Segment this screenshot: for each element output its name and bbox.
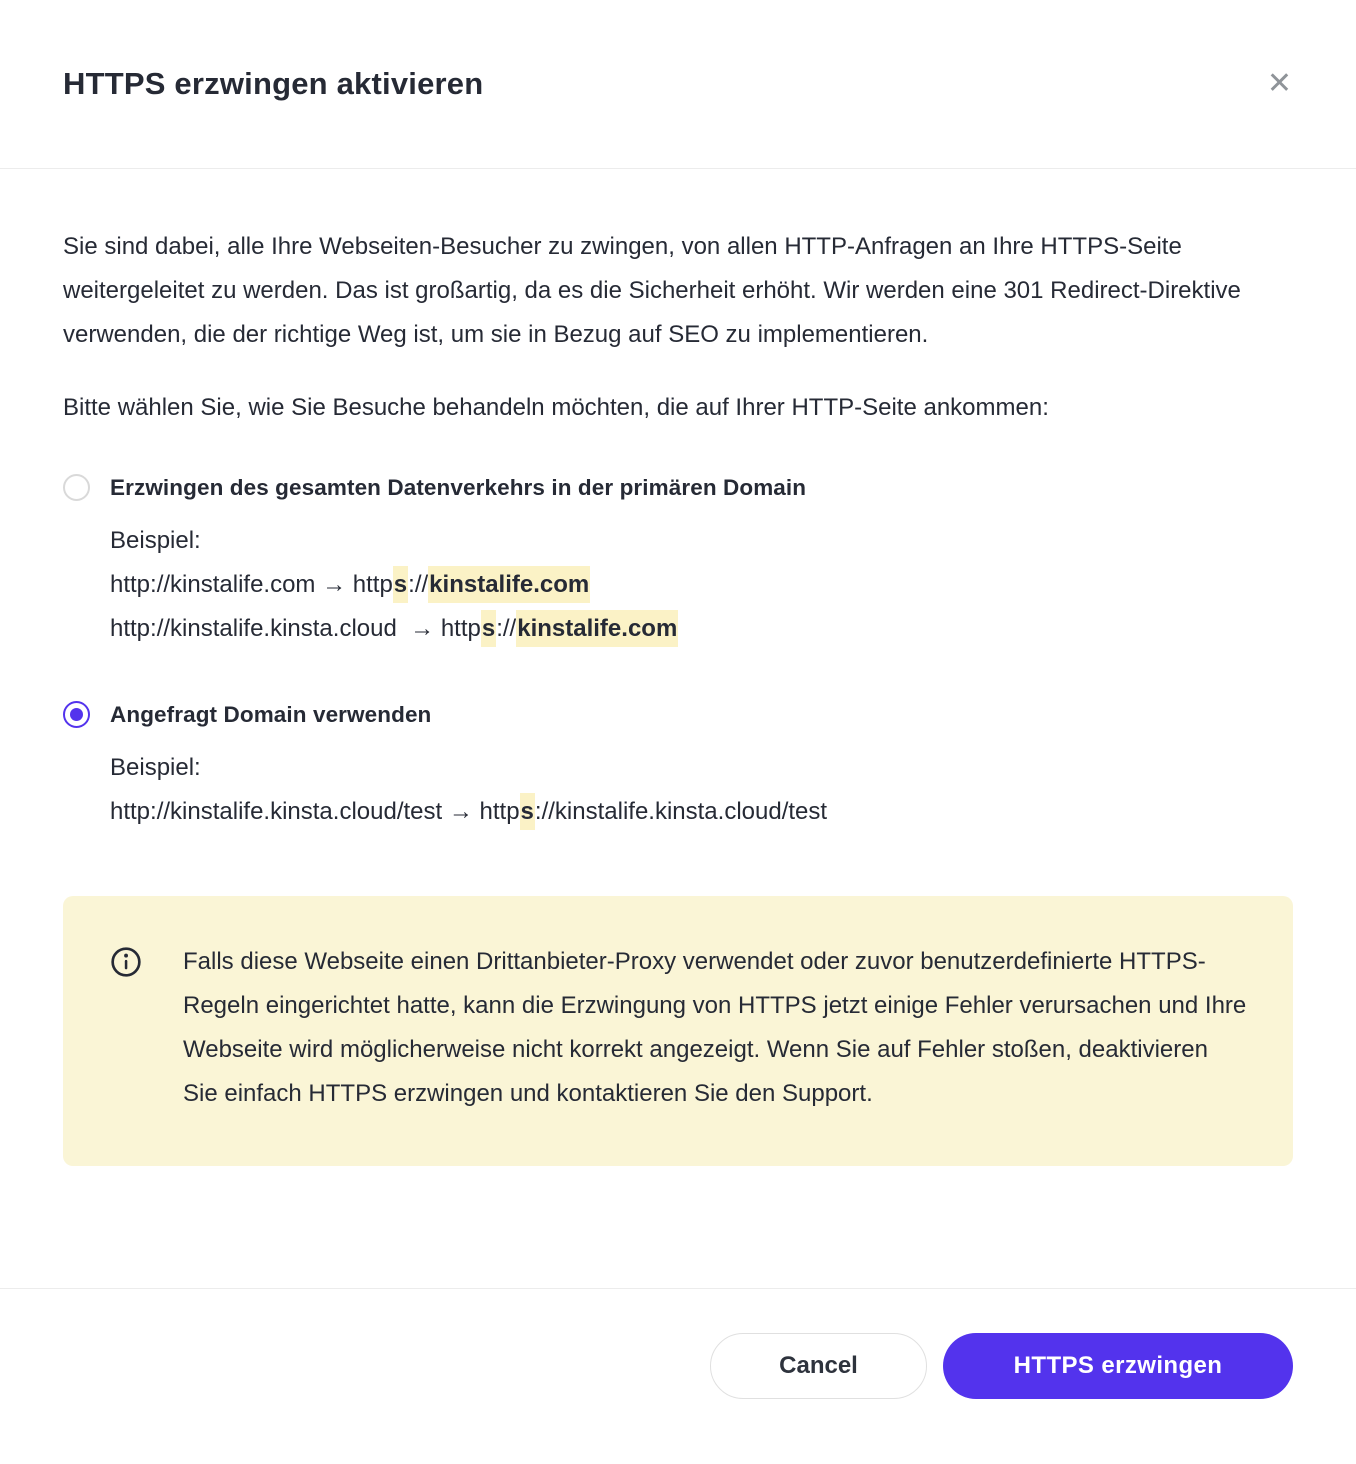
- domain-highlight: kinstalife.com: [516, 610, 678, 647]
- modal-footer: [0, 1288, 1356, 1464]
- radio-selected-icon[interactable]: [63, 701, 90, 728]
- url-text: ://: [408, 571, 429, 598]
- example-heading: Beispiel:: [110, 527, 201, 554]
- intro-paragraph: Sie sind dabei, alle Ihre Webseiten-Besucher zu zwingen, von allen HTTP-Anfragen an Ihre HTTPS-Seite weitergeleitet zu werden. Das ist großartig, da es die Sicherheit erhöht. Wir werden eine 301 Redirect-Direktive verwenden, die der richtige Weg ist, um sie in Bezug auf SEO zu implementieren.: [63, 233, 1241, 348]
- example-line-1: [110, 790, 1293, 834]
- cancel-button[interactable]: Cancel: [710, 1333, 927, 1399]
- example-heading: Beispiel:: [110, 754, 201, 781]
- radio-option-primary-domain[interactable]: [63, 474, 1293, 501]
- url-text: http://kinstalife.com → http: [110, 571, 393, 598]
- https-s-highlight: s: [520, 793, 535, 830]
- url-text: http://kinstalife.kinsta.cloud/test → http: [110, 798, 520, 825]
- example-line-1: [110, 563, 1293, 607]
- modal-body: [0, 169, 1356, 1288]
- close-icon[interactable]: ✕: [1261, 63, 1298, 105]
- https-erzwingen-button[interactable]: HTTPS erzwingen: [943, 1333, 1293, 1399]
- url-text: http://kinstalife.kinsta.cloud → http: [110, 615, 481, 642]
- url-text: ://kinstalife.kinsta.cloud/test: [534, 798, 828, 825]
- choose-paragraph: Bitte wählen Sie, wie Sie Besuche behandeln möchten, die auf Ihrer HTTP-Seite ankommen:: [63, 394, 1049, 421]
- radio-option-requested-domain[interactable]: [63, 701, 1293, 728]
- https-s-highlight: s: [393, 566, 408, 603]
- example-block-primary-domain: [110, 519, 1293, 651]
- info-circle-icon: [110, 946, 142, 983]
- https-s-highlight: s: [481, 610, 496, 647]
- option-label-primary-domain: Erzwingen des gesamten Datenverkehrs in der primären Domain: [110, 474, 807, 500]
- example-block-requested-domain: [110, 746, 1293, 834]
- radio-unselected-icon[interactable]: [63, 474, 90, 501]
- option-label-requested-domain: Angefragt Domain verwenden: [110, 701, 432, 727]
- info-box: [63, 896, 1293, 1166]
- url-text: ://: [496, 615, 517, 642]
- domain-highlight: kinstalife.com: [428, 566, 590, 603]
- info-text: Falls diese Webseite einen Drittanbieter-Proxy verwendet oder zuvor benutzerdefinierte HTTPS-Regeln eingerichtet hatte, kann die Erzwingung von HTTPS jetzt einige Fehler verursachen und Ihre Webseite wird möglicherweise nicht korrekt angezeigt. Wenn Sie auf Fehler stoßen, deaktivieren Sie einfach HTTPS erzwingen und kontaktieren Sie den Support.: [183, 948, 1247, 1107]
- example-line-2: [110, 607, 1293, 651]
- modal-title: HTTPS erzwingen aktivieren: [63, 66, 484, 101]
- modal-header: [0, 0, 1356, 169]
